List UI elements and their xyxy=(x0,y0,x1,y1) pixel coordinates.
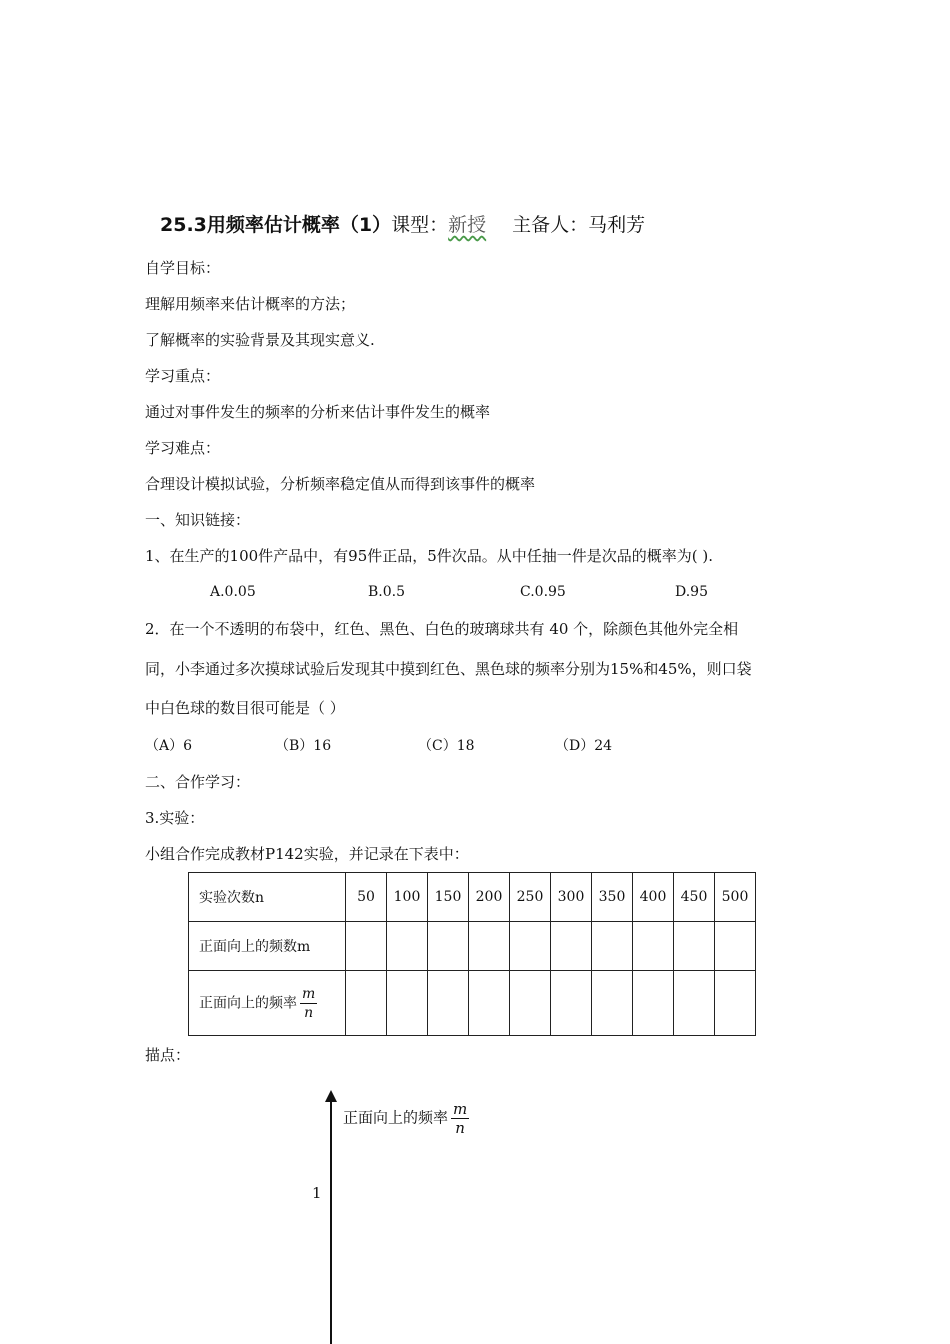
y-fraction-numerator: m xyxy=(453,1100,468,1118)
fraction-m-over-n xyxy=(300,985,317,1022)
question-3: 3.实验： xyxy=(145,809,205,827)
lesson-type-label: 课型： xyxy=(391,214,449,236)
question-2-line-1: 2．在一个不透明的布袋中，红色、黑色、白色的玻璃球共有 40 个，除颜色其他外完全相 xyxy=(145,620,739,638)
empty-cell xyxy=(428,922,469,971)
empty-cell xyxy=(346,922,387,971)
empty-cell xyxy=(633,922,674,971)
goal-item-2: 了解概率的实验背景及其现实意义. xyxy=(145,331,375,349)
q1-option-d: D.95 xyxy=(675,584,708,600)
key-item: 通过对事件发生的频率的分析来估计事件发生的概率 xyxy=(145,403,491,421)
trial-count: 100 xyxy=(387,873,428,922)
experiment-table xyxy=(188,872,756,1036)
title-main: 25.3用频率估计概率（1） xyxy=(160,214,392,236)
trial-count: 200 xyxy=(469,873,510,922)
y-axis-tick-1: 1 xyxy=(312,1184,322,1202)
empty-cell xyxy=(428,971,469,1036)
y-axis-label-text: 正面向上的频率 xyxy=(343,1108,449,1127)
empty-cell xyxy=(510,971,551,1036)
empty-cell xyxy=(469,922,510,971)
q2-option-b: （B）16 xyxy=(275,738,332,754)
trial-count: 150 xyxy=(428,873,469,922)
goal-item-1: 理解用频率来估计概率的方法； xyxy=(145,295,356,313)
difficulty-item: 合理设计模拟试验，分析频率稳定值从而得到该事件的概率 xyxy=(145,475,536,493)
empty-cell xyxy=(592,922,633,971)
table-row-frequency xyxy=(189,971,756,1036)
empty-cell xyxy=(715,971,756,1036)
trial-count: 250 xyxy=(510,873,551,922)
row-label-trials: 实验次数n xyxy=(189,873,346,922)
empty-cell xyxy=(469,971,510,1036)
y-axis-label xyxy=(343,1100,469,1137)
empty-cell xyxy=(387,922,428,971)
q2-option-d: （D）24 xyxy=(555,738,613,754)
question-2-line-3: 中白色球的数目很可能是（ ） xyxy=(145,699,345,717)
empty-cell xyxy=(551,971,592,1036)
fraction-numerator: m xyxy=(302,985,316,1002)
question-3-description: 小组合作完成教材P142实验，并记录在下表中： xyxy=(145,845,469,863)
empty-cell xyxy=(674,922,715,971)
question-1: 1、在生产的100件产品中，有95件正品，5件次品。从中任抽一件是次品的概率为( ). xyxy=(145,547,714,565)
trial-count: 450 xyxy=(674,873,715,922)
trial-count: 500 xyxy=(715,873,756,922)
trial-count: 300 xyxy=(551,873,592,922)
page-title xyxy=(160,213,645,237)
empty-cell xyxy=(633,971,674,1036)
difficulty-heading: 学习难点： xyxy=(145,439,221,457)
trial-count: 350 xyxy=(592,873,633,922)
empty-cell xyxy=(510,922,551,971)
q2-option-c: （C）18 xyxy=(418,738,475,754)
empty-cell xyxy=(592,971,633,1036)
lesson-type-value: 新授 xyxy=(448,214,487,236)
row-label-frequency xyxy=(189,971,346,1036)
empty-cell xyxy=(715,922,756,971)
y-axis-line xyxy=(330,1098,332,1344)
frequency-label: 正面向上的频率 xyxy=(199,995,297,1011)
goal-heading: 自学目标： xyxy=(145,259,221,277)
table-row-counts xyxy=(189,922,756,971)
y-axis-fraction xyxy=(451,1100,469,1137)
q1-option-b: B.0.5 xyxy=(368,584,406,600)
empty-cell xyxy=(346,971,387,1036)
table-row-trials xyxy=(189,873,756,922)
section-2-heading: 二、合作学习： xyxy=(145,773,251,791)
trial-count: 50 xyxy=(346,873,387,922)
section-1-heading: 一、知识链接： xyxy=(145,511,251,529)
empty-cell xyxy=(387,971,428,1036)
question-2-line-2: 同，小李通过多次摸球试验后发现其中摸到红色、黑色球的频率分别为15%和45%，则口袋 xyxy=(145,660,752,678)
key-heading: 学习重点： xyxy=(145,367,221,385)
row-label-counts: 正面向上的频数m xyxy=(189,922,346,971)
fraction-denominator: n xyxy=(304,1004,314,1021)
empty-cell xyxy=(674,971,715,1036)
q2-option-a: （A）6 xyxy=(145,738,193,754)
empty-cell xyxy=(551,922,592,971)
q1-option-a: A.0.05 xyxy=(210,584,256,600)
q1-option-c: C.0.95 xyxy=(520,584,566,600)
preparer: 主备人：马利芳 xyxy=(512,214,646,236)
y-fraction-denominator: n xyxy=(455,1119,465,1137)
trial-count: 400 xyxy=(633,873,674,922)
plot-heading: 描点： xyxy=(145,1046,191,1064)
